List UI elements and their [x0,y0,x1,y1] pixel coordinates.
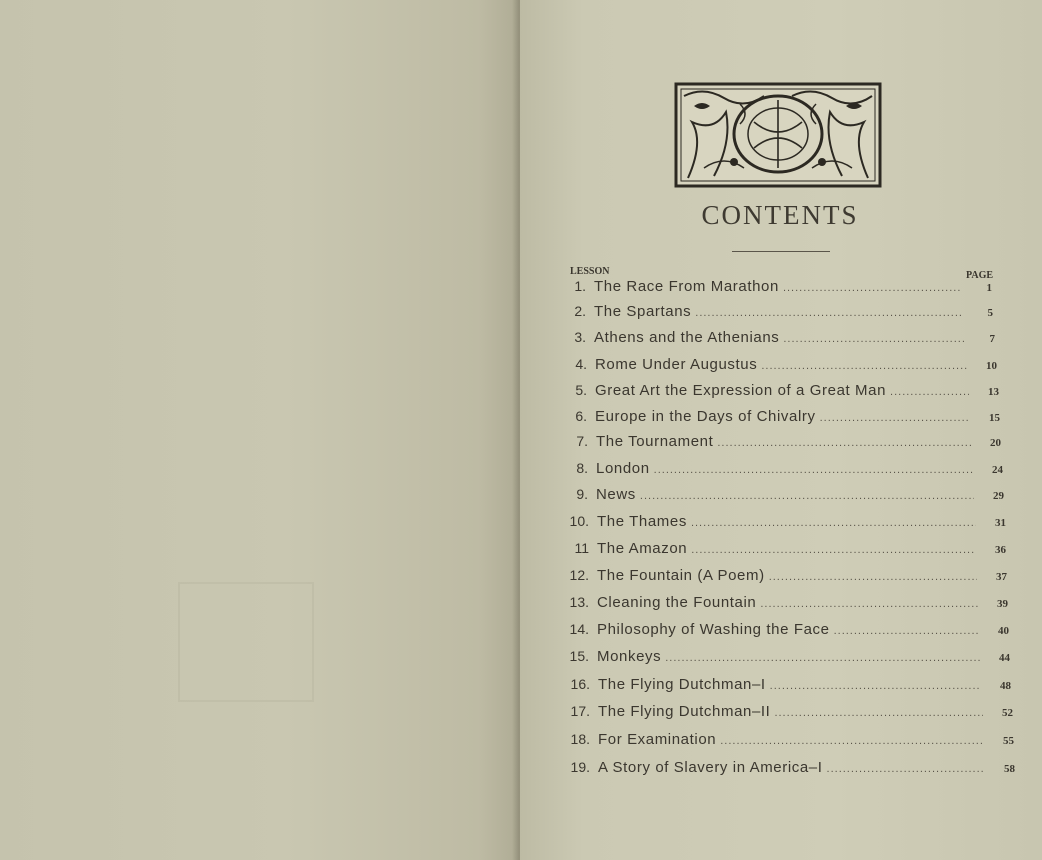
toc-row [542,303,993,325]
lesson-number: 11 [574,540,589,556]
lesson-title: A Story of Slavery in America–I [598,759,823,776]
show-through-text [196,140,203,163]
dot-leader [717,437,971,449]
lesson-title: The Flying Dutchman–I [598,676,766,693]
lesson-title: Athens and the Athenians [594,329,780,346]
lesson-title: The Amazon [597,540,688,557]
dot-leader [640,490,974,502]
lesson-title: The Spartans [594,303,692,320]
page-number: 13 [988,386,999,398]
page-column-header: PAGE [966,270,994,281]
toc-row [543,356,997,378]
toc-row [545,513,1006,535]
page-number: 39 [997,598,1008,610]
dot-leader [720,735,984,747]
toc-row [544,433,1001,455]
page-number: 36 [995,544,1006,556]
page-number: 48 [1000,680,1011,692]
dot-leader [691,544,976,556]
page-number: 15 [989,412,1000,424]
page-number: 1 [986,282,992,294]
toc-row [544,486,1004,508]
toc-row [545,594,1008,616]
toc-row [546,676,1011,698]
lesson-title: Great Art the Expression of a Great Man [595,382,887,399]
left-page [0,0,520,860]
toc-row [542,278,992,300]
dot-leader [834,625,979,637]
dot-leader [820,412,970,424]
lesson-title: Rome Under Augustus [595,356,758,373]
dot-leader [890,386,969,398]
toc-row [546,759,1015,781]
lesson-number: 19. [570,759,590,775]
dot-leader [774,707,983,719]
lesson-column-header: LESSON [570,266,610,277]
lesson-number: 12. [569,567,589,583]
dot-leader [665,652,980,664]
toc-row [546,731,1014,753]
dot-leader [695,307,963,319]
lesson-number: 2. [574,303,586,319]
page-number: 40 [998,625,1009,637]
toc-row [543,408,1000,430]
toc-row [542,329,995,351]
page-number: 7 [989,333,995,345]
lesson-number: 6. [575,408,587,424]
lesson-title: Philosophy of Washing the Face [597,621,830,638]
contents-title: CONTENTS [701,200,859,230]
lesson-number: 15. [569,648,589,664]
page-number: 10 [986,360,997,372]
dot-leader [770,680,981,692]
page-number: 31 [995,517,1006,529]
lesson-number: 17. [570,703,590,719]
toc-row [545,648,1010,670]
lesson-number: 3. [574,329,586,345]
page-number: 55 [1003,735,1014,747]
page-number: 24 [992,464,1003,476]
page-number: 29 [993,490,1004,502]
dot-leader [760,598,978,610]
page-number: 37 [996,571,1007,583]
lesson-number: 5. [575,382,587,398]
lesson-number: 10. [569,513,589,529]
lesson-title: Monkeys [597,648,662,665]
dot-leader [827,763,985,775]
lesson-title: The Thames [597,513,687,530]
toc-row [545,540,1006,562]
lesson-number: 16. [570,676,590,692]
lesson-title: The Flying Dutchman–II [598,703,771,720]
lesson-number: 13. [569,594,589,610]
lesson-title: The Fountain (A Poem) [597,567,765,584]
lesson-number: 9. [576,486,588,502]
lesson-number: 4. [575,356,587,372]
dot-leader [761,360,967,372]
toc-row [545,567,1007,589]
lesson-number: 8. [576,460,588,476]
toc-row [544,460,1003,482]
lesson-title: The Tournament [596,433,714,450]
dot-leader [691,517,976,529]
dot-leader [783,333,965,345]
lesson-number: 7. [576,433,588,449]
dot-leader [654,464,973,476]
lesson-title: Cleaning the Fountain [597,594,757,611]
lesson-number: 1. [574,278,586,294]
toc-row [545,621,1009,643]
page-number: 58 [1004,763,1015,775]
toc-row [546,703,1013,725]
lesson-number: 18. [570,731,590,747]
lesson-title: News [596,486,636,503]
lesson-title: For Examination [598,731,717,748]
right-page [520,0,1042,860]
page-number: 52 [1002,707,1013,719]
page-number: 5 [987,307,993,319]
dot-leader [783,282,962,294]
show-through-box [178,582,314,702]
toc-row [543,382,999,404]
page-number: 44 [999,652,1010,664]
title-rule [732,251,830,252]
lesson-number: 14. [569,621,589,637]
lesson-title: London [596,460,650,477]
page-number: 20 [990,437,1001,449]
ornament-illustration [674,82,882,188]
lesson-title: Europe in the Days of Chivalry [595,408,816,425]
lesson-title: The Race From Marathon [594,278,779,295]
dot-leader [769,571,977,583]
